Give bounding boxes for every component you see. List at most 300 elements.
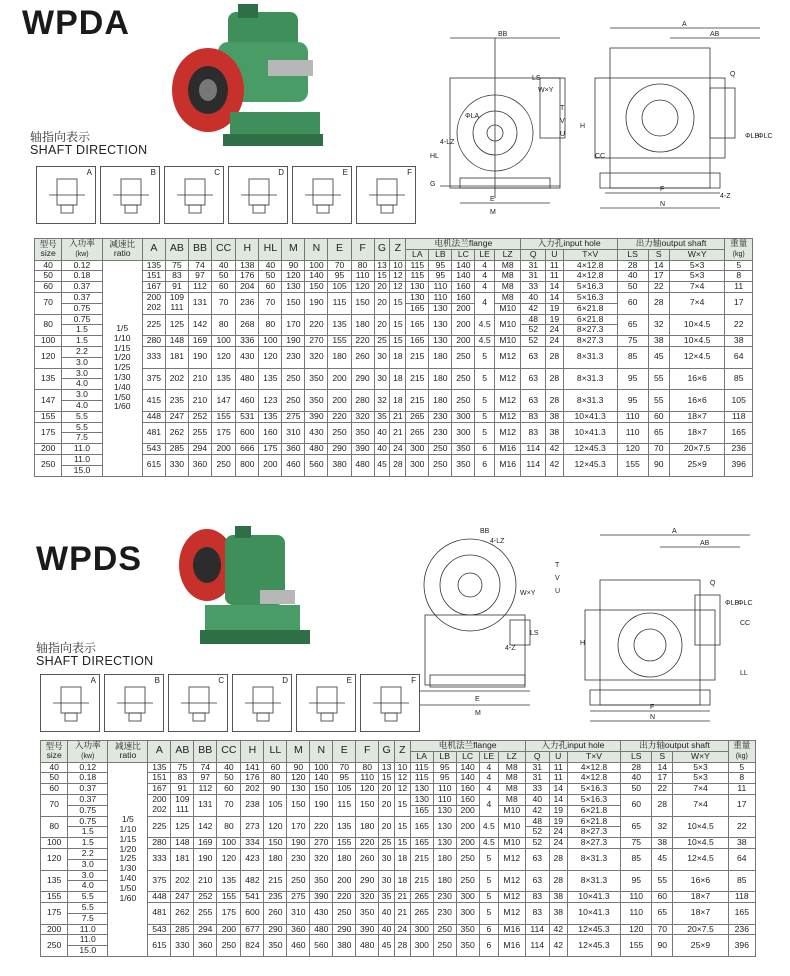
ratio-value: 1/60: [113, 401, 131, 412]
cell-dim: 181: [165, 346, 188, 368]
cell-output: 45: [652, 848, 673, 870]
col-dim: HL: [259, 239, 282, 261]
cell-dim: 20: [374, 292, 390, 314]
cell-dim: 12: [394, 784, 410, 795]
dimension-label: V: [560, 118, 565, 125]
cell-dim: 615: [148, 935, 171, 957]
dimension-label: AB: [700, 540, 710, 547]
cell-flange: 265: [406, 411, 429, 422]
cell-weight: 165: [728, 902, 755, 924]
cell-dim: 15: [394, 838, 410, 849]
cell-input: 48: [521, 314, 546, 325]
cell-weight: 85: [728, 870, 755, 892]
dimension-label: H: [580, 640, 586, 647]
cell-output: 120: [621, 924, 652, 935]
cell-size: 250: [35, 454, 62, 476]
shaft-direction-box-d: [232, 674, 292, 732]
cell-dim: 202: [165, 368, 188, 390]
ratio-en: ratio: [119, 750, 137, 761]
col-size: [41, 741, 68, 763]
cell-dim: 30: [379, 848, 395, 870]
cell-dim: 560: [305, 454, 328, 476]
weight-cn: 重量: [730, 238, 748, 248]
shaft-direction-box-b: [100, 166, 160, 224]
cell-dim: 35: [374, 411, 390, 422]
power-en: (kw): [81, 752, 95, 760]
cell-input: 11: [549, 762, 567, 773]
cell-input: 83: [521, 422, 546, 444]
cell-dim: 290: [351, 368, 374, 390]
cell-dim: 20: [374, 282, 390, 293]
cell-flange: 215: [410, 870, 433, 892]
cell-input: 38: [546, 422, 564, 444]
cell-dim: 360: [282, 444, 305, 455]
cell-flange: 4: [475, 271, 494, 282]
cell-output: 20×7.5: [673, 924, 728, 935]
cell-flange: 250: [456, 870, 479, 892]
cell-flange: 165: [406, 314, 429, 336]
cell-output: 65: [621, 816, 652, 838]
cell-dim: 74: [194, 762, 217, 773]
cell-weight: 236: [728, 924, 755, 935]
cell-dim: 12: [394, 773, 410, 784]
table-row: [41, 816, 756, 827]
cell-power: 11.0: [68, 935, 108, 946]
cell-flange: 115: [406, 271, 429, 282]
cell-output: 10×4.5: [669, 336, 725, 347]
cell-flange: 230: [433, 902, 456, 924]
cell-dim: 190: [287, 838, 310, 849]
dimension-label: W×Y: [520, 590, 536, 597]
cell-dim: 430: [305, 422, 328, 444]
cell-dim: 600: [236, 422, 259, 444]
cell-dim: 130: [282, 282, 305, 293]
cell-dim: 150: [287, 794, 310, 816]
cell-size: 120: [35, 346, 62, 368]
cell-dim: 541: [241, 892, 264, 903]
cell-output: 32: [652, 816, 673, 838]
cell-flange: M8: [499, 784, 526, 795]
cell-input: 8×31.3: [563, 368, 617, 390]
cell-input: 28: [549, 870, 567, 892]
shaft-direction-box-d: [228, 166, 288, 224]
cell-dim: 677: [241, 924, 264, 935]
cell-power: 3.0: [62, 390, 102, 401]
cell-dim: 20: [379, 816, 395, 838]
wpds-shaft-direction-en: SHAFT DIRECTION: [36, 654, 154, 668]
cell-dim: 105: [328, 282, 351, 293]
cell-flange: 200: [452, 303, 475, 314]
dimension-label: BB: [498, 31, 508, 38]
cell-dim: 135: [333, 816, 356, 838]
cell-dim: 100: [310, 762, 333, 773]
cell-dim: 280: [142, 336, 165, 347]
dimension-label: 4-Z: [720, 193, 731, 200]
cell-input: 11: [546, 271, 564, 282]
shaft-direction-letter: C: [214, 168, 220, 177]
cell-input: 114: [521, 454, 546, 476]
ratio-value: 1/60: [119, 892, 137, 903]
cell-output: 7×4: [669, 282, 725, 293]
cell-weight: 11: [728, 784, 755, 795]
cell-flange: M12: [494, 346, 521, 368]
cell-output: 7×4: [669, 292, 725, 314]
cell-flange: 250: [433, 924, 456, 935]
cell-power: 0.37: [68, 784, 108, 795]
cell-weight: 38: [728, 838, 755, 849]
cell-dim: 310: [287, 902, 310, 924]
cell-power: 5.5: [68, 902, 108, 913]
table-row: [41, 924, 756, 935]
cell-dim: 109 111: [171, 794, 194, 816]
cell-output: 10×4.5: [673, 816, 728, 838]
cell-output: 28: [617, 260, 648, 271]
cell-flange: 250: [452, 390, 475, 412]
cell-output: 110: [617, 422, 648, 444]
cell-dim: 95: [333, 773, 356, 784]
cell-input: 28: [546, 368, 564, 390]
cell-flange: 300: [410, 935, 433, 957]
cell-output: 70: [648, 444, 669, 455]
cell-dim: 350: [351, 422, 374, 444]
cell-input: 31: [525, 773, 549, 784]
cell-dim: 204: [236, 282, 259, 293]
cell-flange: 200: [452, 314, 475, 336]
cell-dim: 190: [305, 292, 328, 314]
table-row: [35, 454, 753, 465]
cell-size: 200: [41, 924, 68, 935]
shaft-direction-box-c: [168, 674, 228, 732]
col-dim: G: [379, 741, 395, 763]
cell-flange: 165: [406, 303, 429, 314]
cell-dim: 280: [148, 838, 171, 849]
cell-dim: 666: [236, 444, 259, 455]
dimension-label: G: [430, 181, 436, 188]
cell-input: 8×31.3: [563, 390, 617, 412]
cell-flange: M12: [494, 390, 521, 412]
size-cn: 型号: [39, 238, 57, 249]
cell-flange-le: 4: [475, 292, 494, 314]
cell-input: 10×41.3: [567, 892, 621, 903]
cell-dim: 120: [356, 784, 379, 795]
cell-output: 25×9: [669, 454, 725, 476]
cell-input: 31: [521, 260, 546, 271]
cell-dim: 210: [188, 368, 211, 390]
wpda-title: WPDA: [22, 4, 130, 42]
cell-dim: 294: [188, 444, 211, 455]
cell-dim: 390: [310, 892, 333, 903]
table-row: [35, 346, 753, 357]
cell-dim: 181: [171, 848, 194, 870]
cell-flange: 300: [410, 924, 433, 935]
cell-dim: 600: [241, 902, 264, 924]
col-dim: E: [333, 741, 356, 763]
cell-dim: 235: [264, 892, 287, 903]
cell-size: 50: [35, 271, 62, 282]
cell-flange: 180: [429, 390, 452, 412]
ratio-value: 1/50: [113, 391, 131, 402]
col-sub: Q: [521, 249, 546, 260]
cell-dim: 180: [356, 816, 379, 838]
cell-dim: 247: [165, 411, 188, 422]
cell-dim: 91: [165, 282, 188, 293]
cell-dim: 50: [211, 271, 235, 282]
cell-size: 100: [35, 336, 62, 347]
cell-input: 4×12.8: [563, 260, 617, 271]
cell-dim: 28: [390, 454, 406, 476]
col-dim: N: [310, 741, 333, 763]
cell-dim: 40: [379, 924, 395, 935]
cell-dim: 24: [394, 924, 410, 935]
shaft-direction-letter: F: [411, 676, 416, 685]
cell-output: 110: [621, 892, 652, 903]
cell-dim: 100: [259, 336, 282, 347]
col-sub: LB: [433, 751, 456, 762]
cell-flange: M12: [499, 892, 526, 903]
cell-input: 4×12.8: [567, 773, 621, 784]
cell-size: 70: [41, 794, 68, 816]
cell-dim: 252: [194, 892, 217, 903]
cell-size: 175: [41, 902, 68, 924]
cell-power: 0.12: [62, 260, 102, 271]
cell-dim: 190: [282, 336, 305, 347]
cell-dim: 18: [390, 346, 406, 368]
cell-input: 28: [546, 390, 564, 412]
cell-weight: 17: [728, 794, 755, 816]
cell-output: 20×7.5: [669, 444, 725, 455]
col-output-shaft: 出力轴output shaft: [617, 239, 725, 250]
cell-flange: M8: [499, 773, 526, 784]
cell-dim: 260: [356, 848, 379, 870]
cell-output: 40: [621, 773, 652, 784]
cell-input: 52: [525, 827, 549, 838]
cell-output: 38: [652, 838, 673, 849]
dimension-label: F: [650, 704, 655, 711]
shaft-direction-letter: B: [150, 168, 156, 177]
cell-input: 63: [521, 368, 546, 390]
cell-weight: 236: [725, 444, 753, 455]
cell-flange: M8: [494, 260, 521, 271]
shaft-direction-box-a: [36, 166, 96, 224]
cell-dim: 131: [194, 794, 217, 816]
cell-dim: 250: [287, 870, 310, 892]
cell-dim: 40: [374, 444, 390, 455]
cell-dim: 180: [264, 848, 287, 870]
cell-output: 65: [648, 422, 669, 444]
cell-dim: 155: [333, 838, 356, 849]
cell-input: 24: [546, 336, 564, 347]
col-sub: LZ: [499, 751, 526, 762]
dimension-label: AB: [710, 31, 720, 38]
col-dim: Z: [390, 239, 406, 261]
cell-output: 70: [652, 924, 673, 935]
col-ratio: [102, 239, 142, 261]
cell-weight: 8: [725, 271, 753, 282]
col-sub: W×Y: [673, 751, 728, 762]
cell-dim: 238: [241, 794, 264, 816]
cell-flange: 95: [433, 773, 456, 784]
cell-size: 70: [35, 292, 62, 314]
cell-dim: 320: [305, 346, 328, 368]
dimension-label: LL: [740, 670, 748, 677]
cell-flange: 300: [456, 892, 479, 903]
table-row: [35, 411, 753, 422]
cell-dim: 250: [333, 902, 356, 924]
cell-output: 75: [617, 336, 648, 347]
col-output-shaft: 出力轴output shaft: [621, 741, 728, 752]
cell-flange: 250: [429, 454, 452, 476]
cell-power: 2.2: [62, 346, 102, 357]
cell-dim: 200: [328, 368, 351, 390]
cell-flange: 130: [433, 816, 456, 838]
cell-dim: 75: [171, 762, 194, 773]
cell-flange: 300: [456, 902, 479, 924]
cell-dim: 480: [351, 454, 374, 476]
cell-dim: 480: [305, 444, 328, 455]
cell-dim: 100: [217, 838, 241, 849]
cell-weight: 85: [725, 368, 753, 390]
cell-dim: 250: [282, 390, 305, 412]
cell-dim: 290: [264, 924, 287, 935]
cell-dim: 160: [259, 422, 282, 444]
cell-dim: 280: [351, 390, 374, 412]
cell-dim: 105: [333, 784, 356, 795]
cell-flange: 5: [475, 368, 494, 390]
cell-dim: 430: [236, 346, 259, 368]
cell-output: 40: [617, 271, 648, 282]
cell-dim: 176: [241, 773, 264, 784]
cell-dim: 151: [148, 773, 171, 784]
cell-dim: 15: [390, 292, 406, 314]
cell-input: 12×45.3: [567, 935, 621, 957]
cell-input: 6×21.8: [563, 303, 617, 314]
cell-size: 40: [35, 260, 62, 271]
cell-flange: 95: [429, 260, 452, 271]
col-input-hole: 入力孔input hole: [525, 741, 621, 752]
cell-input: 8×27.3: [567, 827, 621, 838]
cell-dim: 20: [379, 794, 395, 816]
dimension-label: M: [475, 710, 481, 717]
cell-dim: 120: [259, 346, 282, 368]
cell-weight: 396: [728, 935, 755, 957]
cell-flange: 265: [410, 892, 433, 903]
table-row: [35, 292, 753, 303]
cell-dim: 70: [259, 292, 282, 314]
cell-dim: 320: [356, 892, 379, 903]
col-dim: CC: [211, 239, 235, 261]
cell-flange: 4: [475, 282, 494, 293]
cell-flange: M10: [499, 838, 526, 849]
col-dim: BB: [194, 741, 217, 763]
cell-dim: 120: [351, 282, 374, 293]
cell-dim: 200 202: [148, 794, 171, 816]
cell-flange: 130: [410, 784, 433, 795]
cell-dim: 18: [394, 870, 410, 892]
cell-input: 83: [525, 902, 549, 924]
col-dim: BB: [188, 239, 211, 261]
cell-dim: 375: [148, 870, 171, 892]
cell-output: 5×3: [669, 271, 725, 282]
cell-flange: 110: [433, 794, 456, 805]
cell-dim: 220: [356, 838, 379, 849]
shaft-direction-letter: A: [90, 676, 96, 685]
cell-input: 42: [549, 935, 567, 957]
col-dim: G: [374, 239, 390, 261]
dimension-label: Q: [710, 580, 716, 587]
cell-dim: 20: [374, 314, 390, 336]
col-dim: F: [356, 741, 379, 763]
cell-input: 5×16.3: [567, 794, 621, 805]
cell-dim: 50: [259, 271, 282, 282]
col-dim: M: [282, 239, 305, 261]
cell-weight: 17: [725, 292, 753, 314]
cell-dim: 360: [194, 935, 217, 957]
cell-output: 85: [621, 848, 652, 870]
col-sub: LB: [429, 249, 452, 260]
cell-flange: 250: [456, 848, 479, 870]
cell-dim: 100: [305, 260, 328, 271]
cell-flange: 130: [406, 282, 429, 293]
cell-flange: 5: [475, 422, 494, 444]
col-weight: [728, 741, 755, 763]
cell-dim: 135: [211, 368, 235, 390]
dimension-label: LS: [530, 630, 539, 637]
cell-flange: 130: [429, 314, 452, 336]
shaft-direction-box-f: [356, 166, 416, 224]
cell-flange: 200: [452, 336, 475, 347]
cell-output: 55: [648, 368, 669, 390]
cell-power: 7.5: [68, 913, 108, 924]
cell-dim: 155: [211, 411, 235, 422]
cell-output: 120: [617, 444, 648, 455]
cell-output: 5×3: [673, 762, 728, 773]
cell-output: 7×4: [673, 794, 728, 816]
cell-output: 7×4: [673, 784, 728, 795]
cell-flange: 215: [406, 346, 429, 368]
cell-flange: 350: [452, 454, 475, 476]
cell-power: 5.5: [62, 422, 102, 433]
dimension-label: E: [475, 696, 480, 703]
cell-flange: M8: [494, 282, 521, 293]
table-row: [35, 422, 753, 433]
cell-dim: 336: [236, 336, 259, 347]
cell-output: 14: [648, 260, 669, 271]
cell-output: 22: [648, 282, 669, 293]
cell-output: 155: [621, 935, 652, 957]
cell-dim: 15: [390, 336, 406, 347]
cell-dim: 105: [264, 794, 287, 816]
cell-size: 120: [41, 848, 68, 870]
cell-flange: 4: [475, 260, 494, 271]
cell-dim: 80: [211, 314, 235, 336]
col-input-hole: 入力孔input hole: [521, 239, 617, 250]
cell-output: 60: [621, 794, 652, 816]
cell-input: 14: [549, 794, 567, 805]
cell-input: 83: [521, 411, 546, 422]
col-sub: LC: [456, 751, 479, 762]
power-cn: 入功率: [74, 740, 101, 750]
cell-dim: 21: [390, 422, 406, 444]
table-row: [41, 848, 756, 859]
cell-input: 4×12.8: [563, 271, 617, 282]
cell-output: 55: [648, 390, 669, 412]
dimension-label: A: [672, 528, 677, 535]
cell-dim: 390: [351, 444, 374, 455]
cell-dim: 30: [374, 346, 390, 368]
cell-dim: 290: [328, 444, 351, 455]
cell-flange: M12: [494, 411, 521, 422]
cell-dim: 12: [390, 271, 406, 282]
